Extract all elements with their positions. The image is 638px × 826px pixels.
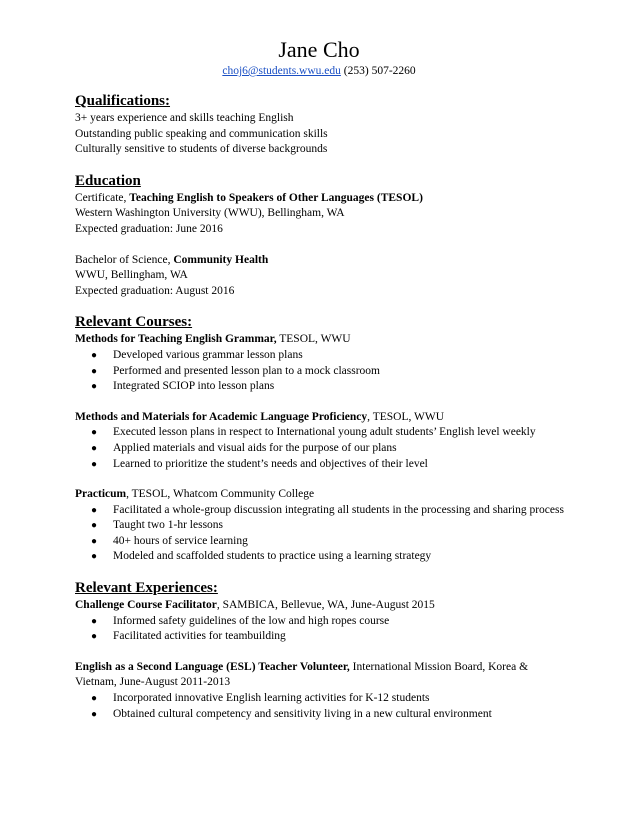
course-details: , TESOL, WWU bbox=[367, 410, 445, 423]
bullet-text: Facilitated a whole-group discussion integrating all students in the processing and sharing process bbox=[113, 503, 564, 516]
course-bullets bbox=[75, 503, 575, 565]
experience-bullets bbox=[75, 614, 575, 645]
bullet-icon: ● bbox=[91, 551, 98, 563]
list-item bbox=[75, 691, 575, 707]
course-title: Practicum bbox=[75, 488, 127, 501]
experience-details: International Mission Board, Korea & Vietnam, June-August 2011-2013 bbox=[75, 660, 529, 689]
experience-entry-esl-volunteer bbox=[75, 660, 575, 722]
bullet-text: Developed various grammar lesson plans bbox=[113, 348, 303, 361]
list-item bbox=[75, 707, 575, 723]
bullet-text: Applied materials and visual aids for the purpose of our plans bbox=[113, 441, 397, 454]
bullet-icon: ● bbox=[91, 381, 98, 393]
list-item bbox=[75, 441, 575, 457]
course-title-line bbox=[75, 410, 575, 426]
degree-line bbox=[75, 191, 575, 207]
resume-content bbox=[75, 92, 575, 722]
experience-title: Challenge Course Facilitator bbox=[75, 599, 217, 612]
experience-bullets bbox=[75, 691, 575, 722]
course-entry-practicum bbox=[75, 487, 575, 565]
qualifications-heading: Qualifications: bbox=[75, 93, 171, 109]
list-item bbox=[75, 534, 575, 550]
course-details: , TESOL, Whatcom Community College bbox=[126, 488, 315, 501]
course-details: TESOL, WWU bbox=[276, 333, 351, 346]
course-title: Methods for Teaching English Grammar, bbox=[75, 333, 277, 346]
bullet-text: Performed and presented lesson plan to a mock classroom bbox=[113, 364, 380, 377]
experience-title-line bbox=[75, 660, 555, 691]
degree-prefix: Certificate, bbox=[75, 191, 130, 204]
course-title-line bbox=[75, 332, 575, 348]
bullet-icon: ● bbox=[91, 427, 98, 439]
bullet-text: Integrated SCIOP into lesson plans bbox=[113, 380, 275, 393]
bullet-text: Informed safety guidelines of the low and high ropes course bbox=[113, 614, 390, 627]
bullet-icon: ● bbox=[91, 615, 98, 627]
bullet-icon: ● bbox=[91, 365, 98, 377]
qualification-item: Outstanding public speaking and communication skills bbox=[75, 127, 328, 140]
experiences-heading: Relevant Experiences: bbox=[75, 580, 218, 597]
course-title-line bbox=[75, 487, 575, 503]
course-bullets bbox=[75, 348, 575, 395]
experience-title: English as a Second Language (ESL) Teacher Volunteer, bbox=[75, 660, 350, 673]
school-line: Western Washington University (WWU), Bellingham, WA bbox=[75, 207, 345, 220]
bullet-icon: ● bbox=[91, 693, 98, 705]
list-item bbox=[75, 457, 575, 473]
bullet-text: Taught two 1-hr lessons bbox=[113, 519, 224, 532]
graduation-line: Expected graduation: August 2016 bbox=[75, 284, 235, 297]
education-entry-certificate bbox=[75, 191, 575, 238]
bullet-icon: ● bbox=[91, 631, 98, 643]
bullet-icon: ● bbox=[91, 520, 98, 532]
experience-title-line bbox=[75, 598, 575, 614]
bullet-text: Obtained cultural competency and sensitivity living in a new cultural environment bbox=[113, 707, 492, 720]
list-item bbox=[75, 425, 575, 441]
bullet-icon: ● bbox=[91, 535, 98, 547]
contact-line bbox=[0, 65, 638, 77]
graduation-line: Expected graduation: June 2016 bbox=[75, 222, 223, 235]
bullet-text: Facilitated activities for teambuilding bbox=[113, 630, 286, 643]
list-item bbox=[75, 518, 575, 534]
bullet-icon: ● bbox=[91, 458, 98, 470]
bullet-icon: ● bbox=[91, 504, 98, 516]
bullet-text: 40+ hours of service learning bbox=[113, 534, 248, 547]
courses-heading: Relevant Courses: bbox=[75, 314, 193, 331]
bullet-text: Incorporated innovative English learning activities for K-12 students bbox=[113, 692, 430, 705]
list-item bbox=[75, 348, 575, 364]
degree-title: Teaching English to Speakers of Other Languages (TESOL) bbox=[129, 191, 423, 204]
list-item bbox=[75, 629, 575, 645]
qualification-item: 3+ years experience and skills teaching English bbox=[75, 112, 294, 124]
bullet-text: Executed lesson plans in respect to International young adult students’ English level weekly bbox=[113, 426, 536, 439]
list-item bbox=[75, 549, 575, 565]
experience-details: , SAMBICA, Bellevue, WA, June-August 2015 bbox=[216, 599, 435, 612]
course-entry-grammar bbox=[75, 332, 575, 394]
qualification-item: Culturally sensitive to students of diverse backgrounds bbox=[75, 143, 328, 156]
degree-line bbox=[75, 253, 575, 269]
education-entry-bachelor bbox=[75, 253, 575, 300]
school-line: WWU, Bellingham, WA bbox=[75, 269, 188, 282]
course-bullets bbox=[75, 425, 575, 472]
experience-entry-challenge-course bbox=[75, 598, 575, 645]
bullet-icon: ● bbox=[91, 708, 98, 720]
email-link[interactable]: choj6@students.wwu.edu bbox=[222, 65, 341, 77]
course-title: Methods and Materials for Academic Language Proficiency bbox=[75, 410, 368, 423]
resume-header bbox=[0, 0, 638, 77]
education-heading: Education bbox=[75, 172, 141, 189]
list-item bbox=[75, 503, 575, 519]
bullet-icon: ● bbox=[91, 349, 98, 361]
course-entry-academic-language bbox=[75, 410, 575, 472]
degree-prefix: Bachelor of Science, bbox=[75, 253, 174, 266]
phone-number: (253) 507-2260 bbox=[343, 65, 416, 77]
candidate-name: Jane Cho bbox=[278, 37, 360, 62]
list-item bbox=[75, 364, 575, 380]
bullet-text: Learned to prioritize the student’s needs and objectives of their level bbox=[113, 457, 428, 470]
list-item bbox=[75, 379, 575, 395]
bullet-icon: ● bbox=[91, 442, 98, 454]
list-item bbox=[75, 614, 575, 630]
bullet-text: Modeled and scaffolded students to practice using a learning strategy bbox=[113, 550, 432, 563]
degree-title: Community Health bbox=[173, 253, 269, 266]
